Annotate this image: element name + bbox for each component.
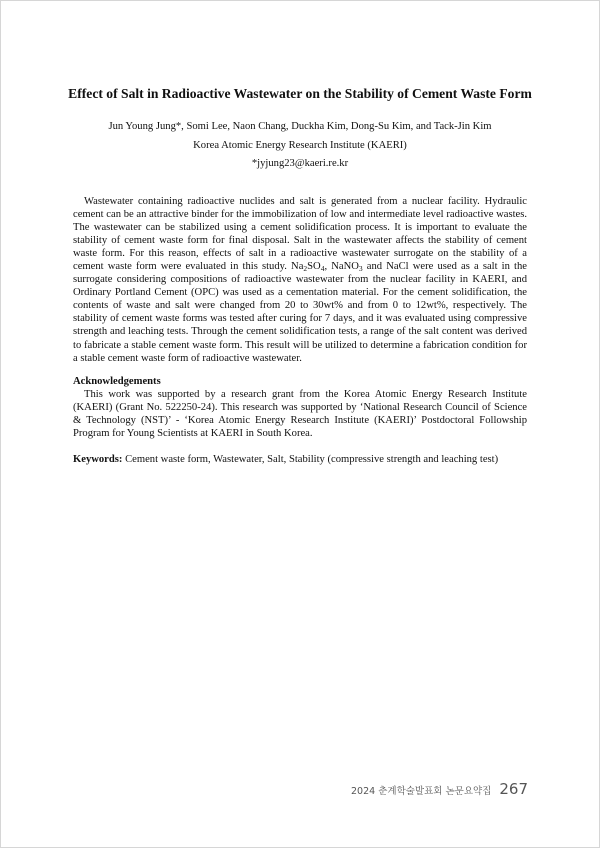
abstract-sub-3: 3 (358, 264, 363, 274)
abstract-paragraph (73, 195, 527, 365)
abstract-text-4: and NaCl were used as a salt in the surrogate considering compositions of radioactive wastewater from the nuclear facility in KAERI, and Ordinary Portland Cement (OPC) was used as a cementation material. For the cement solidification, the contents of waste and salt were changed from 20 to 30wt% and from 0 to 12wt%, respectively. The stability of cement waste forms was tested after curing for 7 days, and it was evaluated using compressive strength and leaching tests. Through the cement solidification tests, a range of the salt content was derived to fabricate a stable cement waste form. This result will be utilized to determine a fabrication condition for a stable cement waste form of radioactive wastewater. (73, 261, 527, 364)
acknowledgements-paragraph: This work was supported by a research grant from the Korea Atomic Energy Research Institute (KAERI) (Grant No. 522250-24). This research was supported by ‘National Research Council of Science & Technology (NST)’ - ‘Korea Atomic Energy Research Institute (KAERI)’ Postdoctoral Followship Program for Young Scientists at KAERI in South Korea. (73, 389, 527, 440)
author-list: Jun Young Jung*, Somi Lee, Naon Chang, Duckha Kim, Dong-Su Kim, and Tack-Jin Kim (108, 121, 492, 132)
keywords-line (73, 454, 533, 465)
affiliation: Korea Atomic Energy Research Institute (KAERI) (193, 140, 407, 151)
paper-title: Effect of Salt in Radioactive Wastewater on the Stability of Cement Waste Form (68, 86, 532, 101)
abstract-sub-2: 4 (320, 264, 325, 274)
keywords-label: Keywords: (73, 454, 123, 465)
abstract-text-1: Wastewater containing radioactive nuclides and salt is generated from a nuclear facility. Hydraulic cement can be an attractive binder for the immobilization of low and intermediate level radioactive wastes. The wastewater can be stabilized using a cement solidification process. It is important to evaluate the stability of cement waste form for final disposal. Salt in the wastewater affects the stability of cement waste form. For this reason, effects of salt in a radioactive wastewater surrogate on the stability of a cement waste form were evaluated in this study. Na (73, 196, 527, 273)
corresponding-email: *jyjung23@kaeri.re.kr (251, 158, 349, 169)
abstract-sub-1: 2 (303, 264, 308, 274)
acknowledgements-heading: Acknowledgements (73, 376, 161, 387)
page-number: 267 (499, 780, 528, 798)
journal-name: 2024 춘계학술발표회 논문요약집 (351, 786, 492, 797)
abstract-text-2: SO (307, 261, 321, 273)
keywords-text: Cement waste form, Wastewater, Salt, Stability (compressive strength and leaching test) (122, 454, 499, 465)
abstract-text-3: , NaNO (324, 261, 359, 273)
page-footer (351, 780, 528, 798)
